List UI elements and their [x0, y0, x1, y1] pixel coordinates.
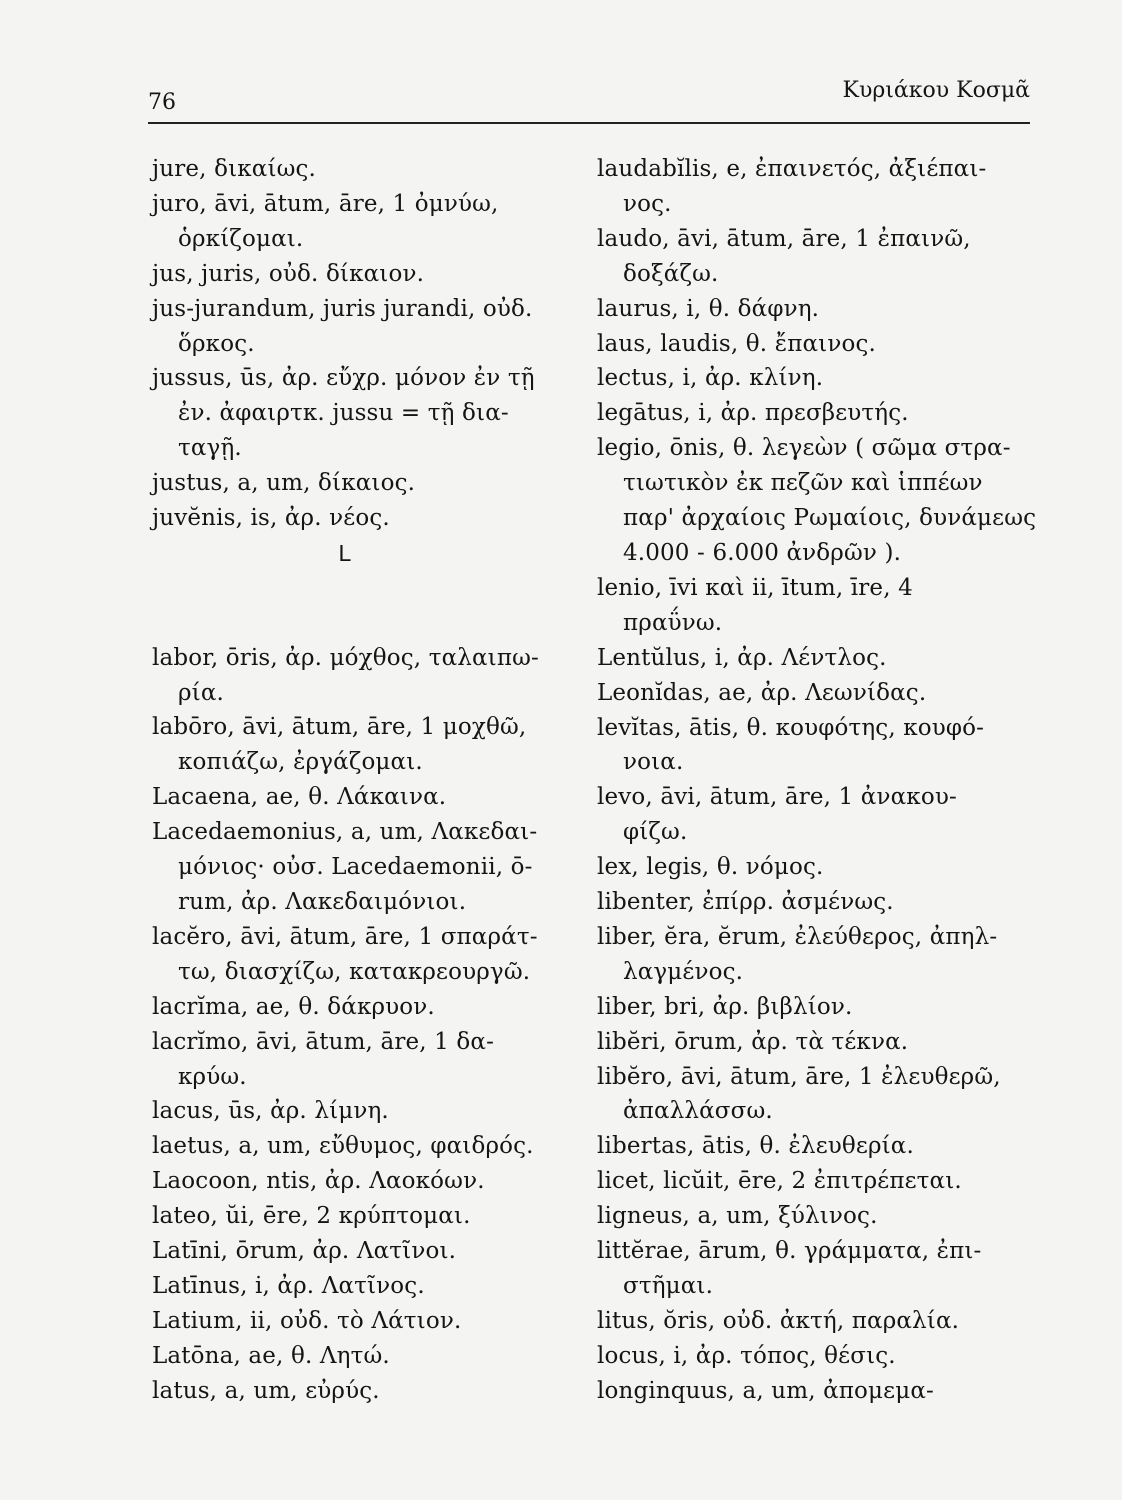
dictionary-line: Latīnus, i, ἀρ. Λατῖνος.	[152, 1272, 425, 1299]
dictionary-line: laudabĭlis, e, ἐπαινετός, ἀξιέπαι-	[597, 156, 987, 182]
dictionary-line-continuation: ρία.	[178, 679, 224, 706]
dictionary-line-continuation: νοια.	[623, 749, 684, 776]
dictionary-line: liber, bri, ἀρ. βιβλίον.	[597, 993, 853, 1020]
dictionary-line: libĕro, āvi, ātum, āre, 1 ἐλευθερῶ,	[597, 1063, 1001, 1090]
dictionary-line-continuation: τω, διασχίζω, κατακρεουργῶ.	[178, 958, 531, 985]
page-number: 76	[148, 90, 176, 115]
running-head: Κυριάκου Κοσμᾶ	[842, 78, 1030, 103]
section-letter-heading: L	[338, 539, 352, 566]
dictionary-line: Latīni, ōrum, ἀρ. Λατῖνοι.	[152, 1238, 457, 1265]
dictionary-line: libĕri, ōrum, ἀρ. τὰ τέκνα.	[597, 1028, 909, 1055]
dictionary-line-continuation: κρύω.	[178, 1063, 247, 1090]
dictionary-line-continuation: στῆμαι.	[623, 1273, 714, 1299]
dictionary-line: Latium, ii, οὐδ. τὸ Λάτιον.	[152, 1307, 462, 1334]
dictionary-line: laudo, āvi, ātum, āre, 1 ἐπαινῶ,	[597, 225, 971, 252]
dictionary-line-continuation: δοξάζω.	[623, 260, 719, 287]
dictionary-line: justus, a, um, δίκαιος.	[152, 470, 416, 497]
dictionary-line: labor, ōris, ἀρ. μόχθος, ταλαιπω-	[152, 644, 539, 671]
dictionary-line: Lacedaemonius, a, um, Λακεδαι-	[152, 819, 538, 846]
dictionary-line: jus, juris, οὐδ. δίκαιον.	[152, 260, 425, 287]
dictionary-line: juvĕnis, is, ἀρ. νέος.	[152, 505, 390, 532]
dictionary-line: lacĕro, āvi, ātum, āre, 1 σπαράτ-	[152, 923, 538, 950]
dictionary-line-continuation: rum, ἀρ. Λακεδαιμόνιοι.	[178, 889, 467, 915]
dictionary-line-continuation: κοπιάζω, ἐργάζομαι.	[178, 749, 423, 776]
dictionary-line: levĭtas, ātis, θ. κουφότης, κουφό-	[597, 714, 985, 741]
dictionary-line: litus, ŏris, οὐδ. ἀκτή, παραλία.	[597, 1307, 960, 1334]
dictionary-line-continuation: 4.000 - 6.000 ἀνδρῶν ).	[623, 539, 902, 566]
dictionary-line: latus, a, um, εὐρύς.	[152, 1377, 380, 1404]
dictionary-line: lectus, i, ἀρ. κλίνη.	[597, 365, 824, 392]
right-column	[597, 152, 1037, 1409]
dictionary-line: Latōna, ae, θ. Λητώ.	[152, 1342, 390, 1369]
header-rule	[148, 122, 1030, 124]
left-column	[152, 152, 572, 1409]
dictionary-line: Laocoon, ntis, ἀρ. Λαοκόων.	[152, 1168, 485, 1195]
dictionary-line: longinquus, a, um, ἀπομεμα-	[597, 1377, 934, 1404]
dictionary-line: laus, laudis, θ. ἔπαινος.	[597, 330, 876, 357]
dictionary-line: lacrĭmo, āvi, ātum, āre, 1 δα-	[152, 1028, 494, 1055]
dictionary-line-continuation: πραΰνω.	[623, 609, 723, 636]
dictionary-line: lateo, ŭi, ēre, 2 κρύπτομαι.	[152, 1203, 471, 1230]
dictionary-line-continuation: ἀπαλλάσσω.	[623, 1098, 773, 1125]
dictionary-line-continuation: μόνιος· οὐσ. Lacedaemonii, ō-	[178, 854, 533, 881]
dictionary-line: libenter, ἐπίρρ. ἀσμένως.	[597, 889, 894, 916]
dictionary-line: littĕrae, ārum, θ. γράμματα, ἐπι-	[597, 1238, 982, 1265]
dictionary-line-continuation: τιωτικὸν ἐκ πεζῶν καὶ ἱππέων	[623, 470, 983, 497]
dictionary-line: ligneus, a, um, ξύλινος.	[597, 1203, 878, 1230]
dictionary-line-continuation: ὁρκίζομαι.	[178, 225, 304, 252]
dictionary-line-continuation: νος.	[623, 190, 672, 217]
dictionary-line: juro, āvi, ātum, āre, 1 ὀμνύω,	[152, 190, 499, 217]
dictionary-line: lex, legis, θ. νόμος.	[597, 854, 824, 881]
dictionary-line: Lacaena, ae, θ. Λάκαινα.	[152, 784, 447, 811]
dictionary-line: lacrĭma, ae, θ. δάκρυον.	[152, 993, 435, 1020]
dictionary-line: jus-jurandum, juris jurandi, οὐδ.	[152, 295, 533, 322]
dictionary-line: levo, āvi, ātum, āre, 1 ἀνακου-	[597, 784, 957, 811]
dictionary-line-continuation: ὅρκος.	[178, 330, 255, 357]
dictionary-line: locus, i, ἀρ. τόπος, θέσις.	[597, 1342, 896, 1369]
dictionary-line: legio, ōnis, θ. λεγεὼν ( σῶμα στρα-	[597, 435, 1011, 462]
dictionary-line-continuation: παρ' ἀρχαίοις Ρωμαίοις, δυνάμεως	[623, 505, 1037, 532]
dictionary-line-continuation: ἐν. ἀφαιρτκ. jussu = τῇ δια-	[178, 400, 509, 427]
dictionary-line: lenio, īvi καὶ ii, ītum, īre, 4	[597, 574, 913, 601]
dictionary-line: laetus, a, um, εὔθυμος, φαιδρός.	[152, 1133, 534, 1160]
dictionary-line: laurus, i, θ. δάφνη.	[597, 295, 820, 322]
dictionary-line: Lentŭlus, i, ἀρ. Λέντλος.	[597, 644, 887, 671]
dictionary-line-continuation: φίζω.	[623, 819, 688, 846]
dictionary-line-continuation: ταγῇ.	[178, 435, 242, 462]
dictionary-line: lacus, ūs, ἀρ. λίμνη.	[152, 1098, 389, 1125]
dictionary-line: labōro, āvi, ātum, āre, 1 μοχθῶ,	[152, 714, 527, 741]
dictionary-line: Leonĭdas, ae, ἀρ. Λεωνίδας.	[597, 679, 927, 706]
dictionary-line: legātus, i, ἀρ. πρεσβευτής.	[597, 400, 909, 427]
dictionary-line: jussus, ūs, ἀρ. εὔχρ. μόνον ἐν τῇ	[152, 365, 535, 392]
dictionary-line: liber, ĕra, ĕrum, ἐλεύθερος, ἀπηλ-	[597, 923, 998, 950]
dictionary-line: libertas, ātis, θ. ἐλευθερία.	[597, 1133, 914, 1160]
dictionary-line-continuation: λαγμένος.	[623, 958, 744, 985]
dictionary-line: licet, licŭit, ēre, 2 ἐπιτρέπεται.	[597, 1168, 962, 1195]
dictionary-line: jure, δικαίως.	[152, 156, 317, 182]
